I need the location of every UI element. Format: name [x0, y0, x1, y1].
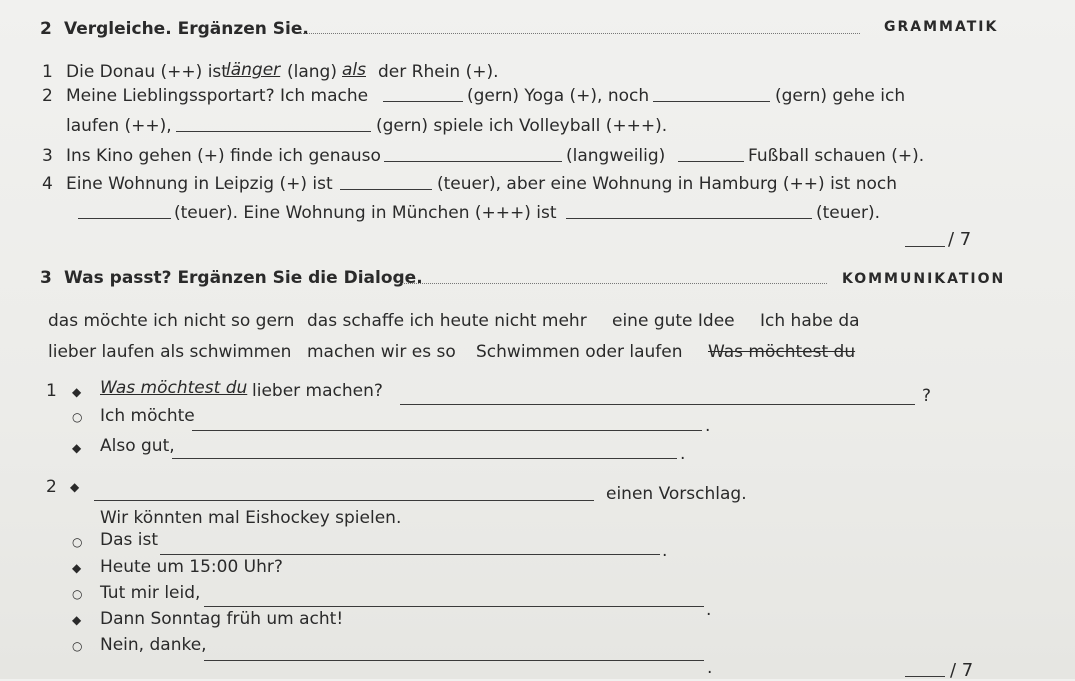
handwritten-answer: länger [226, 60, 281, 80]
sentence-text: (langweilig) [566, 146, 666, 166]
answer-blank[interactable] [678, 161, 744, 162]
dialogue-line: Heute um 15:00 Uhr? [100, 557, 283, 577]
sentence-text: der Rhein (+). [378, 62, 499, 82]
exercise-3-number: 3 [40, 268, 52, 288]
sentence-text: (teuer). Eine Wohnung in München (+++) ist [174, 203, 557, 223]
answer-blank[interactable] [204, 660, 704, 661]
answer-blank[interactable] [204, 606, 704, 607]
sentence-text: Die Donau (++) ist [66, 62, 228, 82]
sentence-text: (gern) Yoga (+), noch [467, 86, 650, 106]
answer-blank[interactable] [383, 101, 463, 102]
speaker-b-icon: ○ [72, 535, 83, 549]
speaker-a-icon: ◆ [70, 480, 80, 494]
score-label: / 7 [950, 660, 974, 681]
sentence-text: (lang) [287, 62, 337, 82]
punctuation: . [706, 600, 712, 620]
section-tag-grammatik: GRAMMATIK [884, 19, 999, 35]
sentence-text: (teuer). [816, 203, 881, 223]
punctuation: . [707, 658, 713, 678]
punctuation: . [662, 541, 668, 561]
item-number: 4 [42, 174, 53, 194]
speaker-b-icon: ○ [72, 639, 83, 653]
score-blank[interactable] [905, 676, 945, 677]
dialogue-line: Ich möchte [100, 406, 195, 426]
phrase: lieber laufen als schwimmen [48, 342, 292, 362]
exercise-2-number: 2 [40, 19, 52, 39]
dialogue-line: lieber machen? [252, 381, 383, 401]
dialogue-number: 2 [46, 477, 57, 497]
phrase: Schwimmen oder laufen [476, 342, 683, 362]
punctuation: . [680, 444, 686, 464]
punctuation: ? [922, 386, 932, 406]
sentence-text: Eine Wohnung in Leipzig (+) ist [66, 174, 333, 194]
dialogue-number: 1 [46, 381, 57, 401]
speaker-b-icon: ○ [72, 587, 83, 601]
speaker-a-icon: ◆ [72, 561, 82, 575]
sentence-text: (teuer), aber eine Wohnung in Hamburg (++) ist noch [437, 174, 898, 194]
sentence-text: Ins Kino gehen (+) finde ich genauso [66, 146, 381, 166]
dialogue-line: Nein, danke, [100, 635, 207, 655]
dialogue-line: einen Vorschlag. [606, 484, 747, 504]
speaker-a-icon: ◆ [72, 613, 82, 627]
sentence-text: laufen (++), [66, 116, 172, 136]
divider [300, 33, 860, 34]
dialogue-line: Dann Sonntag früh um acht! [100, 609, 344, 629]
answer-blank[interactable] [566, 218, 812, 219]
sentence-text: Meine Lieblingssportart? Ich mache [66, 86, 369, 106]
phrase: machen wir es so [307, 342, 456, 362]
sentence-text: (gern) gehe ich [775, 86, 906, 106]
section-tag-kommunikation: KOMMUNIKATION [842, 271, 1006, 287]
dialogue-line: Tut mir leid, [100, 583, 201, 603]
exercise-2-title: Vergleiche. Ergänzen Sie. [64, 19, 309, 39]
exercise-3-title: Was passt? Ergänzen Sie die Dialoge. [64, 268, 423, 288]
answer-blank[interactable] [653, 101, 770, 102]
phrase-crossed: Was möchtest du [708, 342, 856, 362]
score-label: / 7 [948, 229, 972, 250]
dialogue-line: Wir könnten mal Eishockey spielen. [100, 508, 402, 528]
answer-blank[interactable] [172, 458, 677, 459]
phrase: das schaffe ich heute nicht mehr [307, 311, 587, 331]
speaker-a-icon: ◆ [72, 385, 82, 399]
item-number: 1 [42, 62, 53, 82]
handwritten-answer: Was möchtest du [100, 378, 248, 398]
divider [402, 283, 827, 284]
answer-blank[interactable] [78, 218, 171, 219]
answer-blank[interactable] [176, 131, 371, 132]
dialogue-line: Also gut, [100, 436, 175, 456]
phrase: eine gute Idee [612, 311, 735, 331]
answer-blank[interactable] [384, 161, 562, 162]
answer-blank[interactable] [340, 189, 432, 190]
speaker-a-icon: ◆ [72, 441, 82, 455]
punctuation: . [705, 416, 711, 436]
phrase: das möchte ich nicht so gern [48, 311, 295, 331]
score-blank[interactable] [905, 246, 945, 247]
phrase: Ich habe da [760, 311, 860, 331]
answer-blank[interactable] [94, 500, 594, 501]
item-number: 2 [42, 86, 53, 106]
answer-blank[interactable] [400, 404, 915, 405]
dialogue-line: Das ist [100, 530, 159, 550]
speaker-b-icon: ○ [72, 410, 83, 424]
item-number: 3 [42, 146, 53, 166]
sentence-text: Fußball schauen (+). [748, 146, 925, 166]
handwritten-answer: als [342, 60, 366, 80]
answer-blank[interactable] [192, 430, 702, 431]
answer-blank[interactable] [160, 554, 660, 555]
sentence-text: (gern) spiele ich Volleyball (+++). [376, 116, 668, 136]
